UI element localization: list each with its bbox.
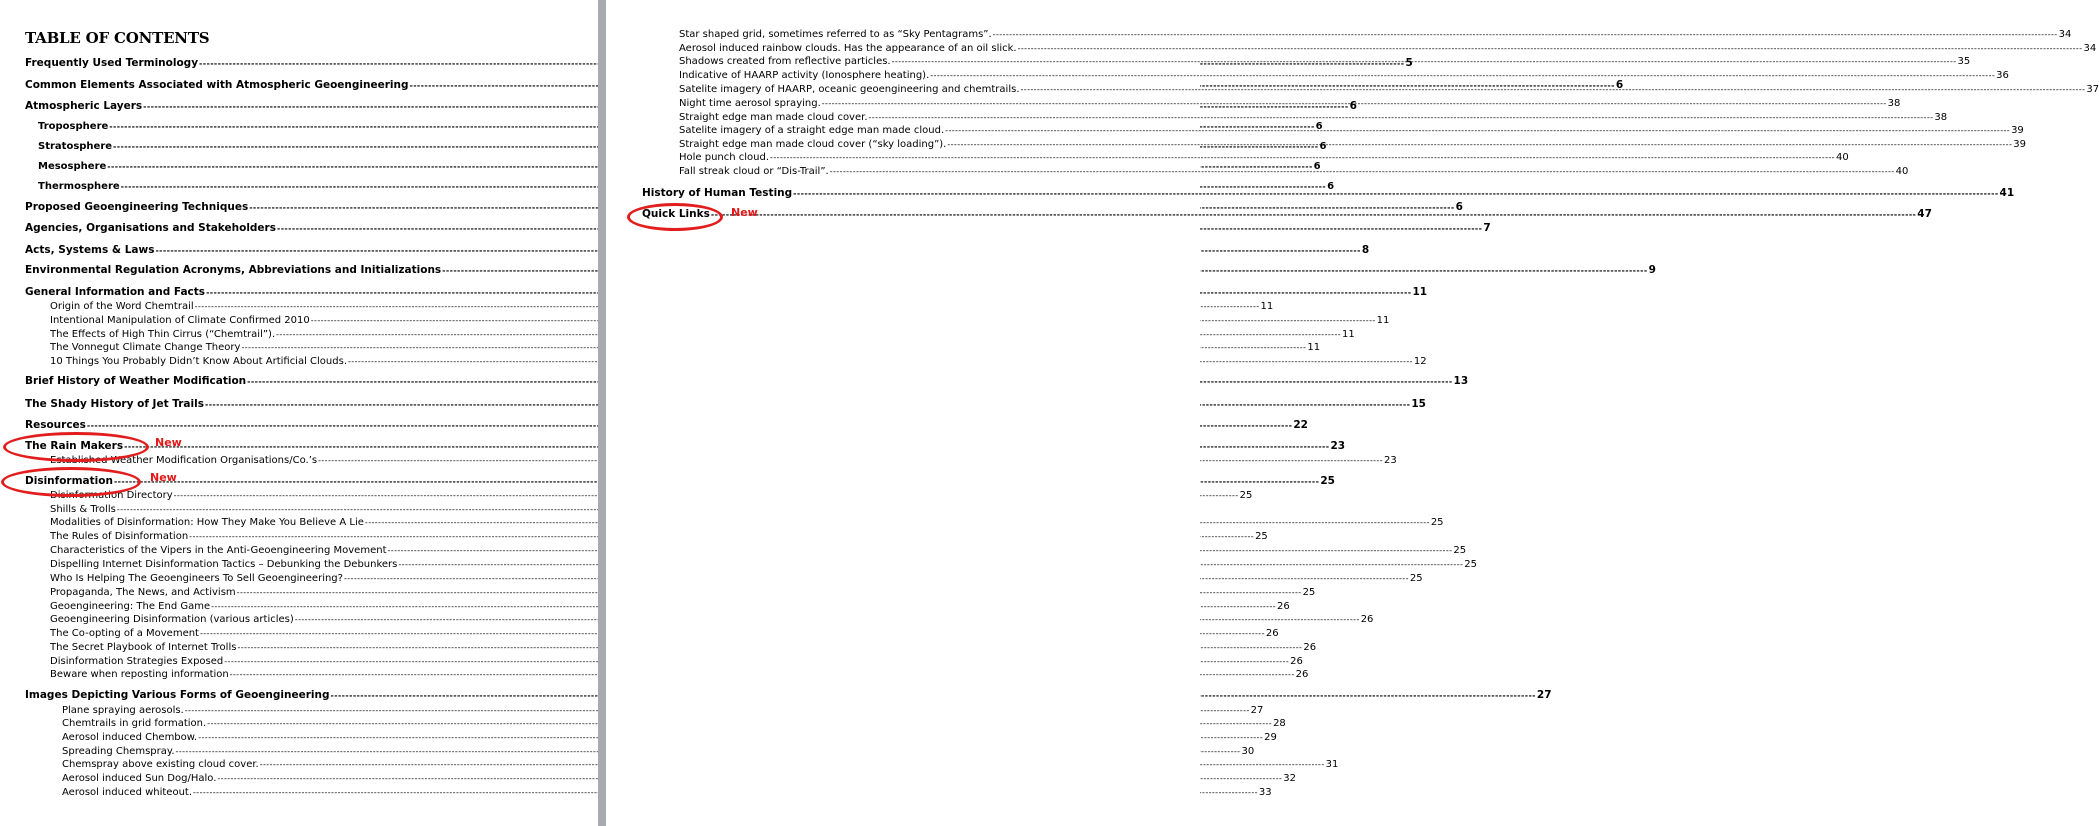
toc-entry-quick-links[interactable]: [642, 207, 1932, 222]
toc-entry-label: Aerosol induced Chembow.: [62, 732, 198, 743]
toc-page-number: 26: [1360, 614, 1374, 625]
toc-page-number: 11: [1412, 286, 1428, 298]
toc-entry-label: The Effects of High Thin Cirrus (“Chemtrail”).: [50, 329, 276, 340]
toc-entry-label: Established Weather Modification Organisations/Co.’s: [50, 455, 318, 466]
toc-page-number: 40: [1895, 166, 1909, 177]
toc-entry-label: Hole punch cloud.: [679, 152, 770, 163]
toc-page-number: 6: [1319, 141, 1327, 152]
toc-entry-aerosol-induced-sun-dog-halo[interactable]: [62, 771, 1297, 786]
toc-entry-label: Geoengineering Disinformation (various articles): [50, 614, 294, 625]
toc-entry-indicative-of-haarp-activity-ionosphere-[interactable]: [679, 68, 2009, 83]
toc-entry-satelite-imagery-of-a-straight-edge-man-[interactable]: [679, 123, 2024, 138]
toc-entry-label: Images Depicting Various Forms of Geoengineering: [25, 689, 330, 701]
toc-entry-label: Geoengineering: The End Game: [50, 601, 211, 612]
toc-entry-label: Common Elements Associated with Atmospheric Geoengineering: [25, 79, 409, 91]
toc-entry-environmental-regulation-acronyms-abbrev[interactable]: [25, 263, 1656, 278]
toc-entry-chemspray-above-existing-cloud-cover[interactable]: [62, 757, 1339, 772]
toc-entry-label: Proposed Geoengineering Techniques: [25, 201, 249, 213]
toc-page-number: 6: [1349, 100, 1357, 112]
toc-page-number: 35: [1957, 56, 1971, 67]
toc-entry-resources[interactable]: [25, 418, 1308, 433]
toc-entry-label: The Rules of Disinformation: [50, 531, 189, 542]
toc-entry-label: The Secret Playbook of Internet Trolls: [50, 642, 237, 653]
toc-page-number: 25: [1464, 559, 1478, 570]
toc-entry-origin-of-the-word-chemtrail[interactable]: [50, 299, 1274, 314]
toc-page-number: 13: [1453, 375, 1469, 387]
toc-entry-label: Satelite imagery of a straight edge man made cloud.: [679, 125, 945, 136]
toc-page-number: 11: [1307, 342, 1321, 353]
toc-leader-dots: [993, 27, 2058, 42]
toc-entry-the-rules-of-disinformation[interactable]: [50, 529, 1268, 544]
toc-entry-the-vonnegut-climate-change-theory[interactable]: [50, 340, 1321, 355]
toc-page-number: 6: [1455, 201, 1463, 213]
toc-page-number: 26: [1303, 642, 1317, 653]
toc-entry-label: Origin of the Word Chemtrail: [50, 301, 194, 312]
toc-page-number: 30: [1241, 746, 1255, 757]
toc-entry-satelite-imagery-of-haarp-oceanic-geoeng[interactable]: [679, 82, 2099, 97]
toc-entry-label: Aerosol induced Sun Dog/Halo.: [62, 773, 217, 784]
toc-page-number: 9: [1648, 264, 1656, 276]
toc-entry-label: Resources: [25, 419, 86, 431]
toc-leader-dots: [945, 123, 2010, 138]
toc-entry-label: The Rain Makers: [25, 440, 124, 452]
toc-page-number: 38: [1887, 98, 1901, 109]
toc-page-number: 26: [1295, 669, 1309, 680]
toc-leader-dots: [822, 96, 1887, 111]
toc-page-number: 34: [2083, 43, 2097, 54]
toc-page-number: 41: [1999, 187, 2015, 199]
toc-entry-the-shady-history-of-jet-trails[interactable]: [25, 397, 1426, 412]
highlight-ring-rain-makers: [3, 432, 149, 462]
toc-entry-label: Satelite imagery of HAARP, oceanic geoengineering and chemtrails.: [679, 84, 1020, 95]
toc-entry-label: Characteristics of the Vipers in the Anti-Geoengineering Movement: [50, 545, 387, 556]
new-label-disinformation: New: [150, 471, 177, 484]
toc-entry-the-co-opting-of-a-movement[interactable]: [50, 626, 1279, 641]
new-label-rain-makers: New: [155, 436, 182, 449]
toc-page-number: 11: [1260, 301, 1274, 312]
toc-page-number: 26: [1290, 656, 1303, 667]
toc-entry-hole-punch-cloud[interactable]: [679, 150, 1849, 165]
toc-entry-the-secret-playbook-of-internet-trolls[interactable]: [50, 640, 1317, 655]
toc-page-number: 31: [1325, 759, 1339, 770]
toc-entry-acts-systems-laws[interactable]: [25, 243, 1370, 258]
toc-leader-dots: [1021, 82, 2086, 97]
toc-page-number: 11: [1376, 315, 1390, 326]
toc-entry-label: Indicative of HAARP activity (Ionosphere heating).: [679, 70, 930, 81]
toc-page-number: 37: [2086, 84, 2099, 95]
toc-entry-label: Spreading Chemspray.: [62, 746, 175, 757]
toc-entry-modalities-of-disinformation-how-they-ma[interactable]: [50, 515, 1444, 530]
toc-page-number: 11: [1342, 329, 1355, 340]
toc-page-number: 40: [1835, 152, 1849, 163]
toc-entry-chemtrails-in-grid-formation[interactable]: [62, 716, 1286, 731]
toc-page-number: 29: [1264, 732, 1277, 743]
toc-page-number: 39: [2011, 125, 2024, 136]
toc-entry-label: Propaganda, The News, and Activism: [50, 587, 236, 598]
toc-entry-label: The Shady History of Jet Trails: [25, 398, 204, 410]
toc-entry-label: Who Is Helping The Geoengineers To Sell Geoengineering?: [50, 573, 343, 584]
toc-entry-aerosol-induced-chembow[interactable]: [62, 730, 1277, 745]
toc-page-number: 27: [1250, 705, 1264, 716]
toc-entry-label: Frequently Used Terminology: [25, 57, 199, 69]
toc-page-number: 36: [1996, 70, 2009, 81]
toc-entry-propaganda-the-news-and-activism[interactable]: [50, 585, 1316, 600]
toc-entry-label: Aerosol induced whiteout.: [62, 787, 193, 798]
toc-page-number: 5: [1405, 57, 1413, 69]
toc-page-number: 33: [1258, 787, 1272, 798]
toc-page-number: 22: [1293, 419, 1308, 431]
toc-leader-dots: [830, 164, 1895, 179]
toc-page-number: 12: [1413, 356, 1427, 367]
toc-page-number: 6: [1315, 121, 1323, 132]
toc-page-number: 25: [1239, 490, 1253, 501]
toc-entry-label: Chemspray above existing cloud cover.: [62, 759, 259, 770]
toc-leader-dots: [711, 207, 1916, 222]
toc-page-number: 8: [1361, 244, 1370, 256]
toc-title: TABLE OF CONTENTS: [25, 29, 210, 47]
new-label-quick-links: New: [731, 206, 758, 219]
toc-entry-label: Beware when reposting information: [50, 669, 229, 680]
toc-entry-label: Brief History of Weather Modification: [25, 375, 247, 387]
toc-entry-label: 10 Things You Probably Didn’t Know About Artificial Clouds.: [50, 356, 348, 367]
page-gutter: [598, 0, 606, 826]
toc-entry-night-time-aerosol-spraying[interactable]: [679, 96, 1900, 111]
toc-entry-label: Straight edge man made cloud cover (“sky loading”).: [679, 139, 947, 150]
toc-page-number: 32: [1283, 773, 1297, 784]
toc-entry-label: Acts, Systems & Laws: [25, 244, 155, 256]
toc-leader-dots: [930, 68, 1995, 83]
toc-page-number: 23: [1330, 440, 1346, 452]
toc-entry-label: Fall streak cloud or “Dis-Trail”.: [679, 166, 829, 177]
toc-leader-dots: [770, 150, 1835, 165]
toc-entry-label: Mesosphere: [38, 161, 107, 172]
toc-page-number: 23: [1384, 455, 1397, 466]
highlight-ring-quick-links: [627, 203, 723, 231]
toc-entry-geoengineering-disinformation-various-ar[interactable]: [50, 612, 1374, 627]
toc-entry-label: Night time aerosol spraying.: [679, 98, 821, 109]
toc-entry-shadows-created-from-reflective-particle[interactable]: [679, 54, 1970, 69]
toc-entry-label: Stratosphere: [38, 141, 113, 152]
toc-entry-label: Dispelling Internet Disinformation Tactics – Debunking the Debunkers: [50, 559, 398, 570]
toc-entry-label: Modalities of Disinformation: How They Make You Believe A Lie: [50, 517, 364, 528]
toc-page-number: 25: [1453, 545, 1467, 556]
toc-entry-aerosol-induced-whiteout[interactable]: [62, 785, 1272, 800]
toc-page-number: 47: [1917, 208, 1932, 220]
toc-page-number: 6: [1327, 181, 1335, 192]
toc-page-number: 25: [1255, 531, 1268, 542]
toc-entry-label: Shills & Trolls: [50, 504, 116, 515]
toc-entry-beware-when-reposting-information[interactable]: [50, 667, 1309, 682]
toc-entry-intentional-manipulation-of-climate-conf[interactable]: [50, 313, 1390, 328]
toc-entry-who-is-helping-the-geoengineers-to-sell-[interactable]: [50, 571, 1423, 586]
toc-entry-label: Disinformation Directory: [50, 490, 173, 501]
toc-entry-label: Atmospheric Layers: [25, 100, 143, 112]
toc-entry-general-information-and-facts[interactable]: [25, 285, 1428, 300]
toc-entry-10-things-you-probably-didn-t-know-about[interactable]: [50, 354, 1427, 369]
toc-entry-label: Quick Links: [642, 208, 710, 220]
toc-page-number: 7: [1483, 222, 1491, 234]
toc-leader-dots: [793, 186, 1998, 201]
toc-entry-label: Thermosphere: [38, 181, 120, 192]
toc-page-number: 28: [1273, 718, 1286, 729]
toc-page-number: 25: [1302, 587, 1316, 598]
toc-entry-label: General Information and Facts: [25, 286, 206, 298]
toc-entry-label: Troposphere: [38, 121, 109, 132]
toc-entry-label: Environmental Regulation Acronyms, Abbreviations and Initializations: [25, 264, 442, 276]
toc-entry-label: Disinformation: [25, 475, 113, 487]
toc-page-number: 6: [1615, 79, 1624, 91]
toc-entry-label: Disinformation Strategies Exposed: [50, 656, 224, 667]
toc-entry-fall-streak-cloud-or-dis-trail[interactable]: [679, 164, 1908, 179]
toc-entry-label: Straight edge man made cloud cover.: [679, 112, 868, 123]
toc-page-number: 25: [1409, 573, 1423, 584]
toc-page-number: 38: [1934, 112, 1948, 123]
toc-entry-label: Aerosol induced rainbow clouds. Has the appearance of an oil slick.: [679, 43, 1017, 54]
toc-page-number: 26: [1265, 628, 1279, 639]
toc-page-number: 25: [1320, 475, 1335, 487]
toc-entry-dispelling-internet-disinformation-tacti[interactable]: [50, 557, 1478, 572]
toc-entry-label: Plane spraying aerosols.: [62, 705, 184, 716]
toc-entry-images-depicting-various-forms-of-geoeng[interactable]: [25, 688, 1552, 703]
toc-entry-label: The Vonnegut Climate Change Theory: [50, 342, 241, 353]
toc-page-number: 27: [1536, 689, 1552, 701]
toc-entry-label: Agencies, Organisations and Stakeholders: [25, 222, 276, 234]
toc-entry-label: Chemtrails in grid formation.: [62, 718, 207, 729]
toc-entry-label: History of Human Testing: [642, 187, 793, 199]
toc-entry-label: Star shaped grid, sometimes referred to as “Sky Pentagrams”.: [679, 29, 992, 40]
toc-leader-dots: [892, 54, 1957, 69]
highlight-ring-disinformation: [1, 467, 141, 497]
toc-entry-star-shaped-grid-sometimes-referred-to-a[interactable]: [679, 27, 2071, 42]
toc-page-number: 6: [1313, 161, 1321, 172]
toc-entry-label: Intentional Manipulation of Climate Confirmed 2010: [50, 315, 310, 326]
toc-entry-characteristics-of-the-vipers-in-the-ant[interactable]: [50, 543, 1467, 558]
toc-entry-label: The Co-opting of a Movement: [50, 628, 199, 639]
toc-entry-agencies-organisations-and-stakeholders[interactable]: [25, 221, 1491, 236]
toc-entry-history-of-human-testing[interactable]: [642, 186, 2014, 201]
toc-page-number: 39: [2013, 139, 2026, 150]
toc-entry-label: Shadows created from reflective particles.: [679, 56, 891, 67]
toc-page-number: 26: [1277, 601, 1290, 612]
toc-page-number: 34: [2058, 29, 2072, 40]
toc-entry-brief-history-of-weather-modification[interactable]: [25, 374, 1469, 389]
toc-page-number: 15: [1411, 398, 1426, 410]
toc-page-number: 25: [1430, 517, 1444, 528]
